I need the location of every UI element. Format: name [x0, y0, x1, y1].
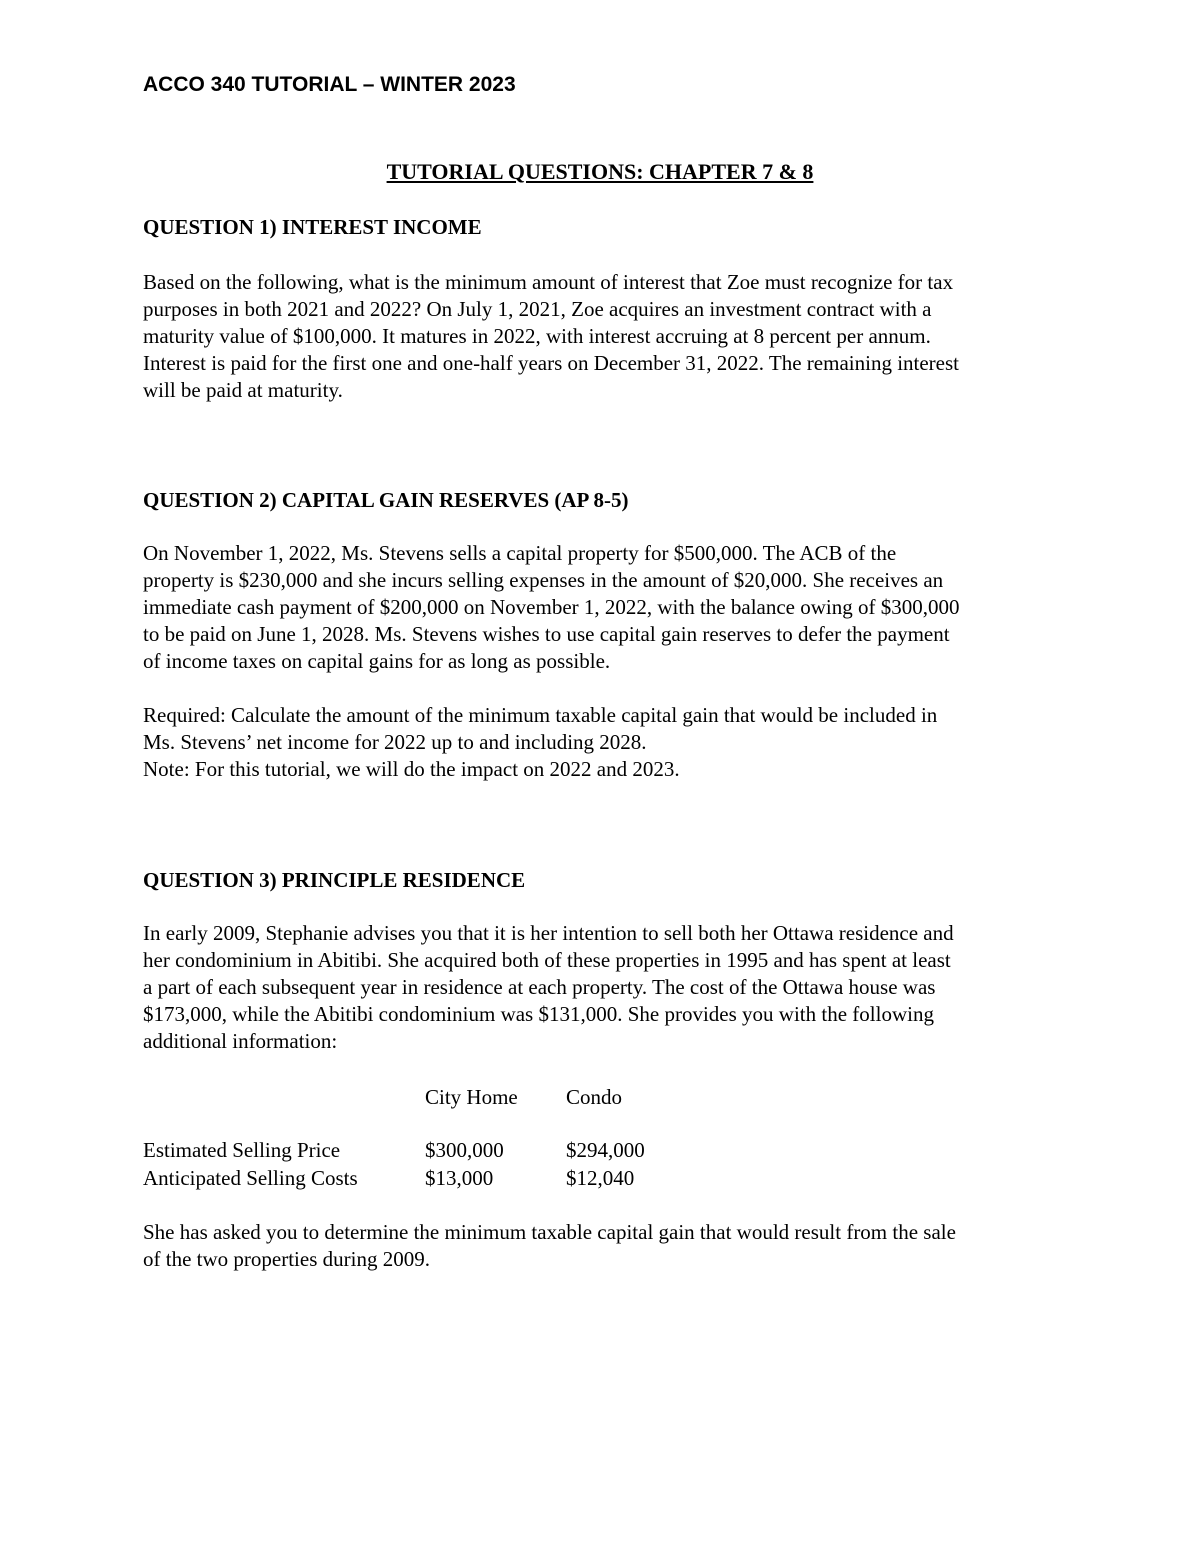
table-row	[143, 1164, 686, 1192]
table-header-cell: City Home	[425, 1085, 518, 1109]
paragraph-line: of the two properties during 2009.	[143, 1247, 430, 1271]
paragraph-line: Ms. Stevens’ net income for 2022 up to and including 2028.	[143, 730, 647, 754]
question-3-paragraph	[143, 920, 1083, 1055]
table-header-row	[143, 1083, 686, 1111]
table-row	[143, 1136, 686, 1164]
paragraph-line: of income taxes on capital gains for as long as possible.	[143, 649, 611, 673]
paragraph-line: In early 2009, Stephanie advises you that it is her intention to sell both her Ottawa residence and	[143, 921, 954, 945]
question-1-heading: QUESTION 1) INTEREST INCOME	[143, 215, 482, 239]
table-header-cell: Condo	[566, 1085, 623, 1109]
question-2-heading: QUESTION 2) CAPITAL GAIN RESERVES (AP 8-5)	[143, 488, 629, 512]
paragraph-line: her condominium in Abitibi. She acquired both of these properties in 1995 and has spent at least	[143, 948, 951, 972]
paragraph-line: On November 1, 2022, Ms. Stevens sells a capital property for $500,000. The ACB of the	[143, 541, 897, 565]
table-header-cell	[143, 1083, 425, 1111]
course-header: ACCO 340 TUTORIAL – WINTER 2023	[143, 73, 516, 96]
table-cell: $12,040	[566, 1166, 635, 1190]
paragraph-line: $173,000, while the Abitibi condominium was $131,000. She provides you with the following	[143, 1002, 934, 1026]
question-1-paragraph	[143, 269, 1083, 404]
table-cell: $300,000	[425, 1138, 504, 1162]
document-title: TUTORIAL QUESTIONS: CHAPTER 7 & 8	[386, 159, 814, 184]
table-cell: Anticipated Selling Costs	[143, 1166, 358, 1190]
paragraph-line: a part of each subsequent year in residence at each property. The cost of the Ottawa house was	[143, 975, 936, 999]
question-3-closing	[143, 1219, 1083, 1273]
question-2-required	[143, 702, 1083, 783]
table-spacer-row	[143, 1111, 686, 1136]
table-cell: Estimated Selling Price	[143, 1138, 341, 1162]
paragraph-line: Required: Calculate the amount of the minimum taxable capital gain that would be included in	[143, 703, 938, 727]
paragraph-line: Interest is paid for the first one and one-half years on December 31, 2022. The remaining interest	[143, 351, 960, 375]
paragraph-line: immediate cash payment of $200,000 on November 1, 2022, with the balance owing of $300,000	[143, 595, 960, 619]
paragraph-line: will be paid at maturity.	[143, 378, 343, 402]
paragraph-line: to be paid on June 1, 2028. Ms. Stevens wishes to use capital gain reserves to defer the payment	[143, 622, 950, 646]
paragraph-line: She has asked you to determine the minimum taxable capital gain that would result from the sale	[143, 1220, 956, 1244]
question-3-heading: QUESTION 3) PRINCIPLE RESIDENCE	[143, 868, 526, 892]
question-2-paragraph	[143, 540, 1083, 675]
paragraph-line: property is $230,000 and she incurs selling expenses in the amount of $20,000. She receives an	[143, 568, 944, 592]
property-table	[143, 1083, 686, 1192]
paragraph-line: Based on the following, what is the minimum amount of interest that Zoe must recognize for tax	[143, 270, 954, 294]
paragraph-line: purposes in both 2021 and 2022? On July 1, 2021, Zoe acquires an investment contract with a	[143, 297, 932, 321]
paragraph-line: maturity value of $100,000. It matures in 2022, with interest accruing at 8 percent per annum.	[143, 324, 931, 348]
table-cell: $13,000	[425, 1166, 494, 1190]
paragraph-line: Note: For this tutorial, we will do the impact on 2022 and 2023.	[143, 757, 680, 781]
table-cell: $294,000	[566, 1138, 645, 1162]
paragraph-line: additional information:	[143, 1029, 338, 1053]
